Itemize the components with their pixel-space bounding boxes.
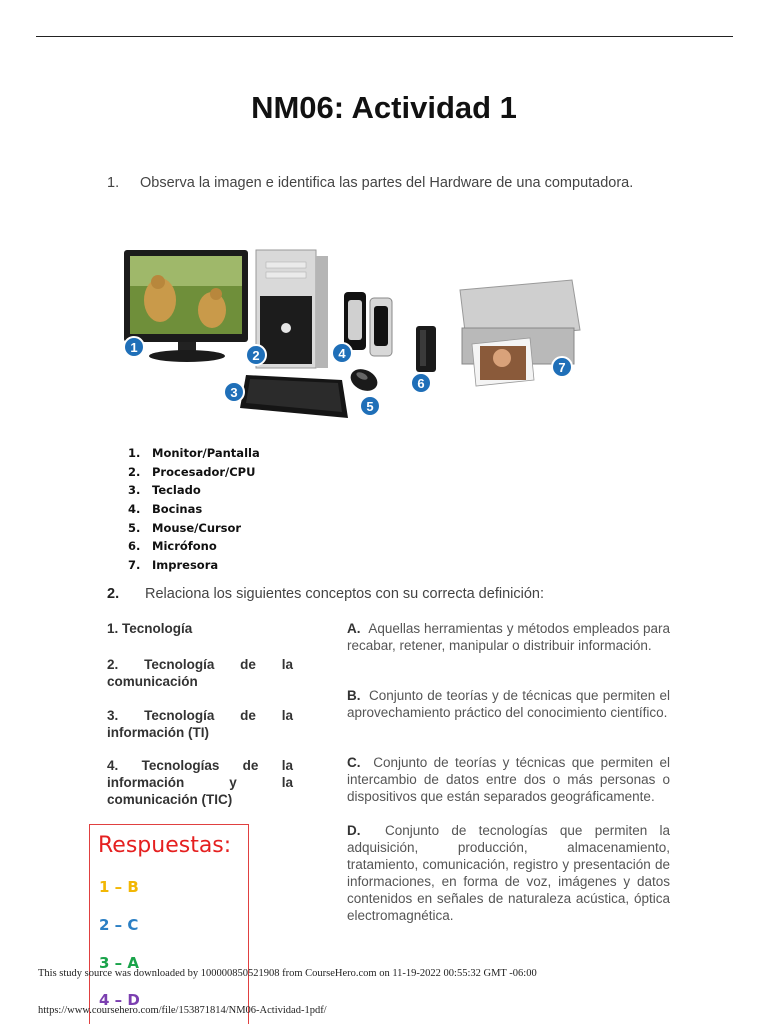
definition-b: B. Conjunto de teorías y de técnicas que permiten el aprovechamiento práctico del conocimiento científico.: [347, 688, 670, 720]
callout-6: [411, 373, 431, 393]
svg-text:2: 2: [252, 348, 260, 363]
question-1: [107, 175, 633, 191]
hardware-parts-list: [128, 444, 260, 575]
list-item: 2. Procesador/CPU: [128, 464, 256, 479]
answers-title: Respuestas:: [98, 833, 232, 858]
callout-7: [552, 357, 572, 377]
definition-a: A. Aquellas herramientas y métodos empleados para recabar, retener, manipular o distribuir información.: [347, 621, 670, 653]
list-item: 5. Mouse/Cursor: [128, 520, 242, 535]
source-url-link[interactable]: https://www.coursehero.com/file/153871814/NM06-Actividad-1pdf/: [38, 1005, 327, 1016]
concept-3: 3. Tecnología de la información (TI): [107, 708, 293, 740]
callout-1: [124, 337, 144, 357]
cpu-tower-illustration: [256, 250, 328, 368]
list-item: 4. Bocinas: [128, 502, 203, 517]
question-1-number: 1.: [107, 175, 120, 191]
svg-text:4: 4: [338, 346, 346, 361]
download-note: This study source was downloaded by 100000850521908 from CourseHero.com on 11-19-2022 00:55:32 GMT -06:00: [38, 968, 537, 979]
page-title: NM06: Actividad 1: [251, 90, 517, 125]
microphone-device-illustration: [416, 326, 436, 372]
svg-text:3: 3: [230, 385, 238, 400]
answer-1: 1 – B: [99, 878, 139, 896]
svg-text:7: 7: [558, 360, 566, 375]
speakers-illustration: [344, 292, 392, 356]
top-rule: [36, 36, 733, 37]
question-2-text: Relaciona los siguientes conceptos con su correcta definición:: [145, 586, 544, 602]
answer-4: 4 – D: [99, 991, 140, 1009]
list-item: 3. Teclado: [128, 483, 201, 498]
definition-c: C. Conjunto de teorías y técnicas que permiten el intercambio de datos entre dos o más personas o dispositivos que están separados geográficamente.: [347, 755, 670, 804]
list-item: 6. Micrófono: [128, 539, 217, 554]
list-item: 7. Impresora: [128, 558, 219, 573]
svg-text:5: 5: [366, 399, 374, 414]
answer-3: 3 – A: [99, 954, 139, 972]
callout-2: [246, 345, 266, 365]
answers-box: [89, 824, 249, 1024]
mouse-illustration: [347, 365, 381, 395]
definition-d: D. Conjunto de tecnologías que permiten la adquisición, producción, almacenamiento, tratamiento, comunicación, registro y presentación de informaciones, en forma de voz, imágenes y datos contenidos en señales de naturaleza acústica, óptica electromagnética.: [347, 823, 670, 923]
question-2-number: 2.: [107, 586, 120, 602]
concept-4: 4. Tecnologías de la información y la comunicación (TIC): [107, 758, 293, 807]
question-1-text: Observa la imagen e identifica las partes del Hardware de una computadora.: [140, 175, 634, 191]
hardware-figure: [120, 240, 590, 425]
svg-text:1: 1: [130, 340, 138, 355]
keyboard-illustration: [240, 375, 348, 418]
svg-text:6: 6: [417, 376, 425, 391]
callout-5: [360, 396, 380, 416]
callout-4: [332, 343, 352, 363]
list-item: 1. Monitor/Pantalla: [128, 446, 260, 460]
answer-2: 2 – C: [99, 916, 139, 934]
question-2: [107, 586, 544, 602]
concept-1: 1. Tecnología: [107, 621, 193, 636]
concept-2: 2. Tecnología de la comunicación: [107, 657, 293, 689]
callout-3: [224, 382, 244, 402]
